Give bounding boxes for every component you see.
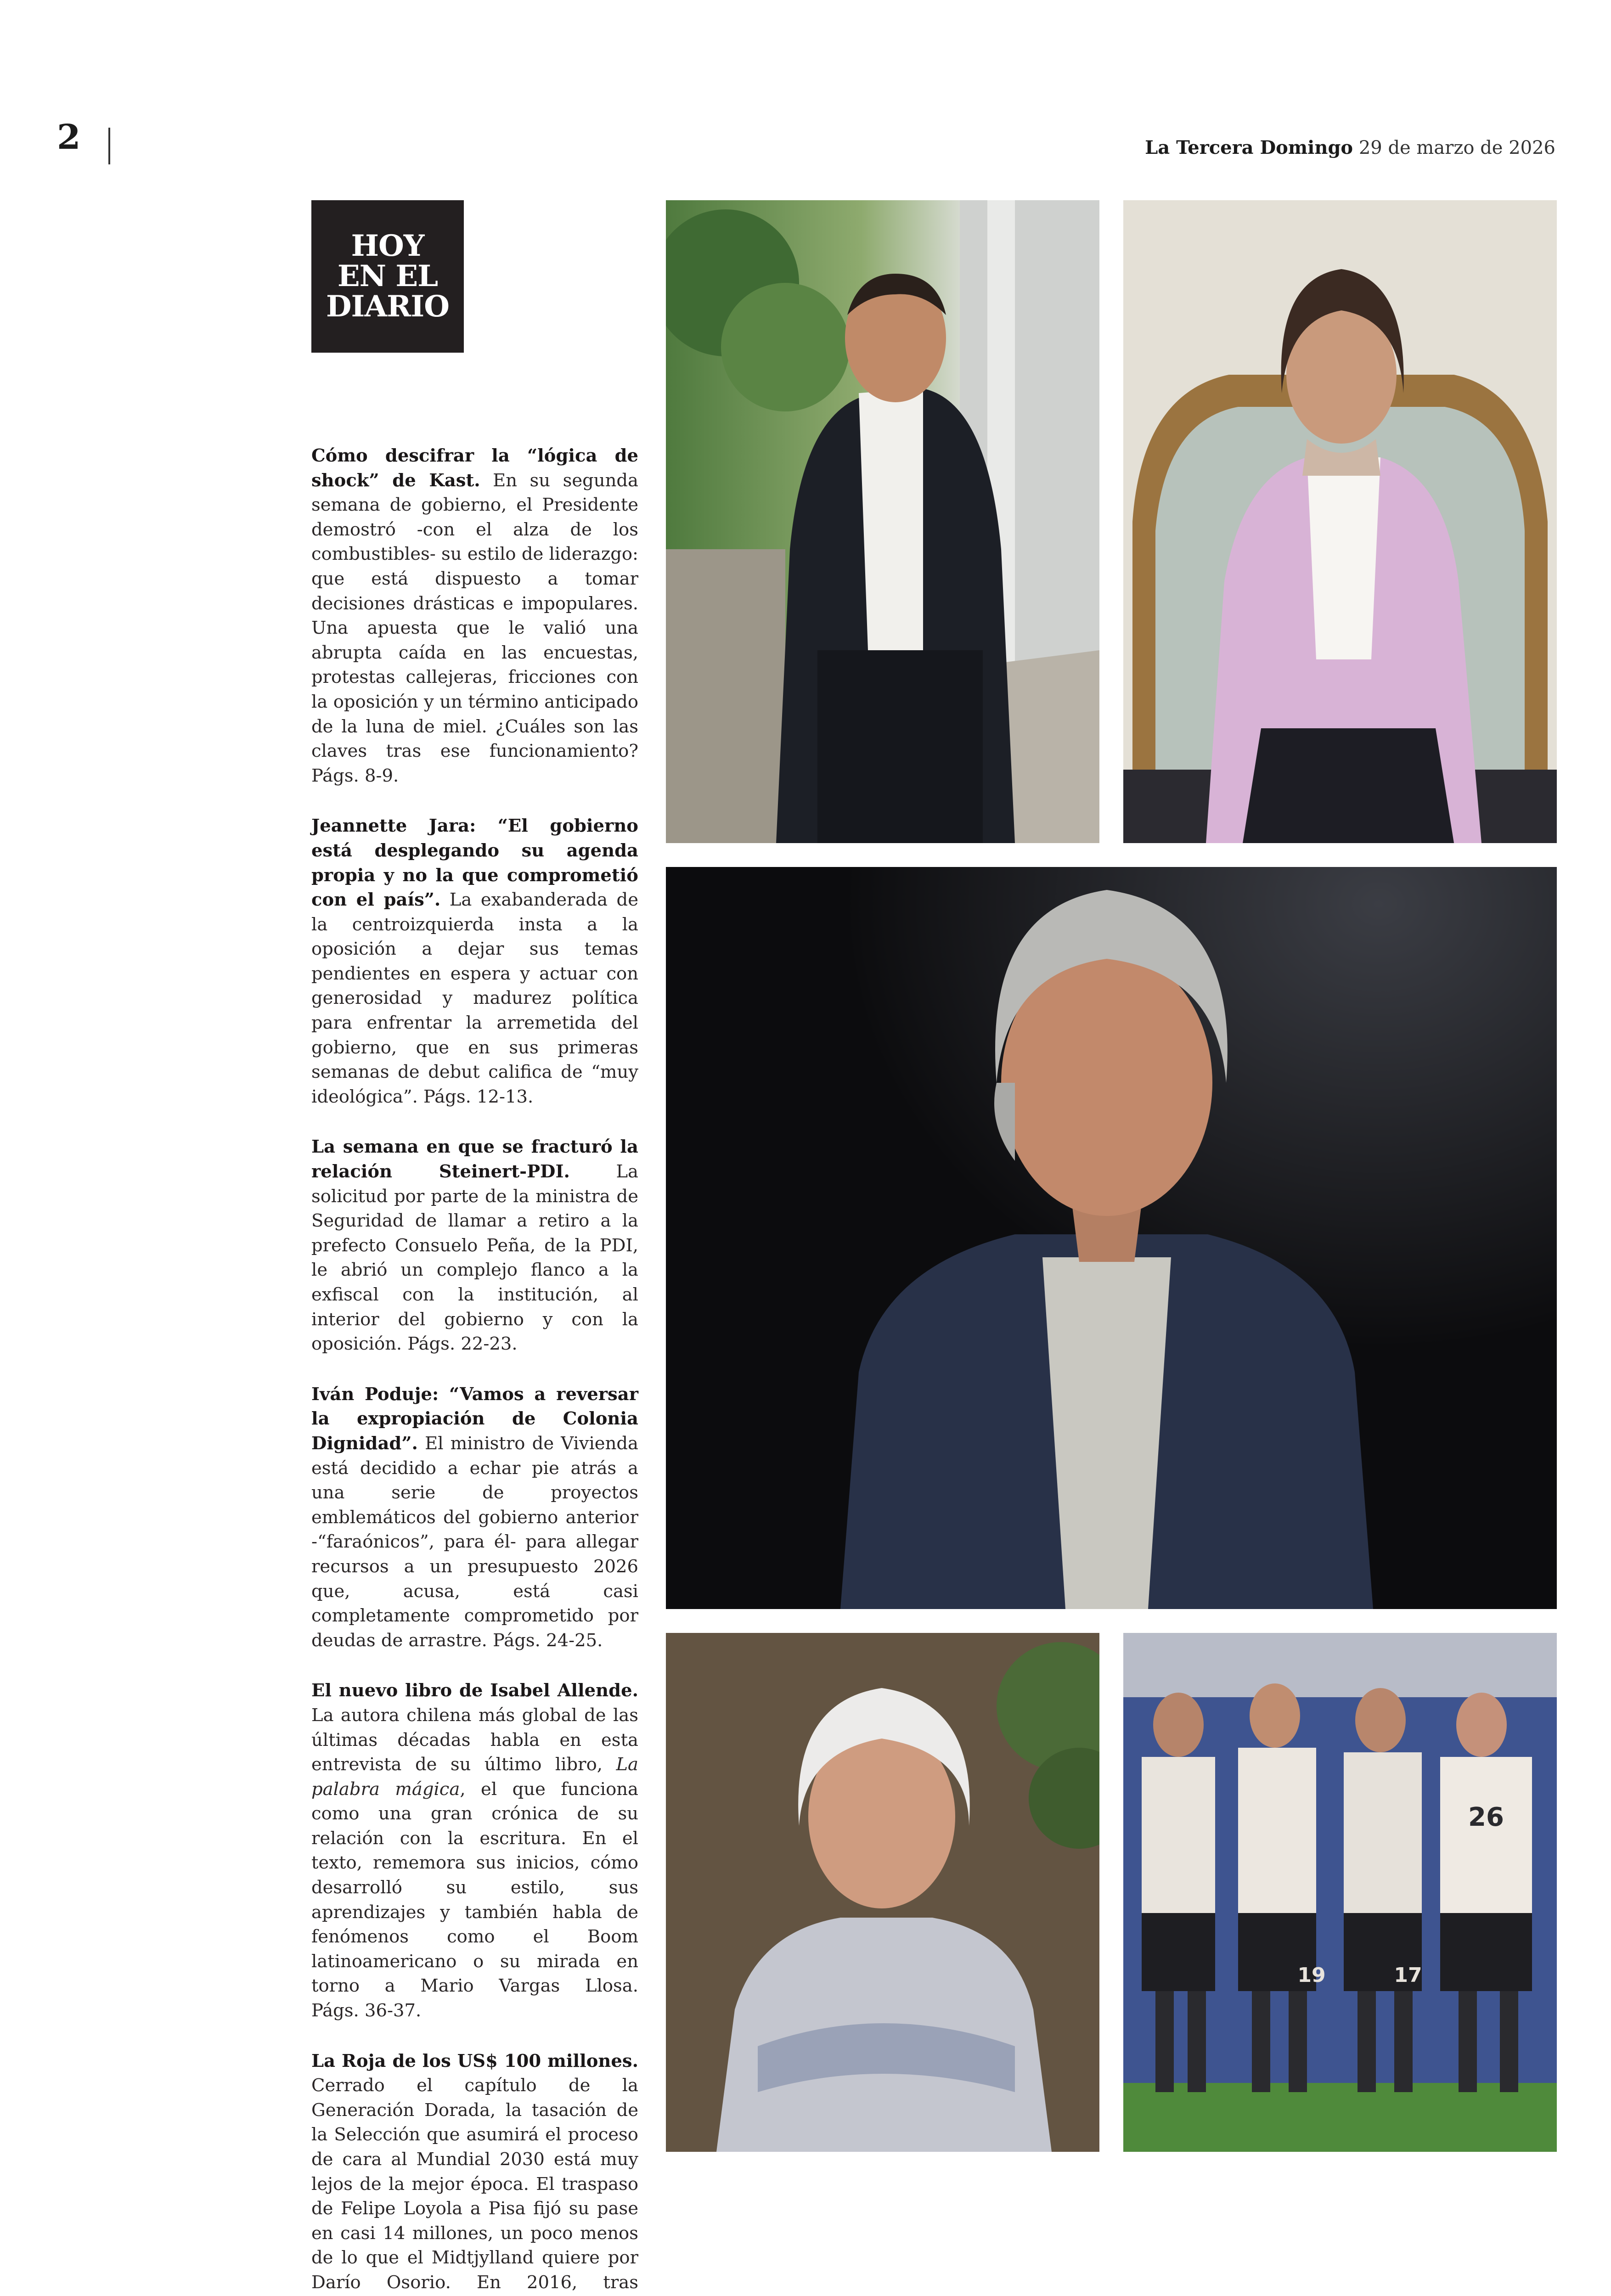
photo-man-dark-suit-illustration	[666, 200, 1099, 843]
page-number-divider	[108, 128, 110, 164]
story-poduje	[311, 1382, 638, 1653]
publication-name: La Tercera Domingo	[1145, 137, 1353, 158]
story-page-ref: Págs. 22-23.	[407, 1334, 518, 1355]
photo-football-illustration	[1123, 1633, 1557, 2152]
jersey-number-17: 17	[1394, 1964, 1422, 1987]
story-steinert-pdi	[311, 1135, 638, 1356]
story-body: Cerrado el capítulo de la Generación Dorada, la tasación de la Selección que asumirá el proceso de cara al Mundial 2030 está muy lejos de la mejor época. El traspaso de Felipe Loyola a Pisa fijó su pase en casi 14 millones, un poco menos de lo que el Midtjylland quiere por Darío Osorio. En 2016, tras	[311, 2075, 638, 2293]
story-headline: El nuevo libro de Isabel Allende.	[311, 1680, 638, 1701]
story-page-ref: Págs. 8-9.	[311, 765, 399, 786]
publication-date: 29 de marzo de 2026	[1358, 137, 1555, 158]
section-label-line-1: HOY	[351, 229, 424, 264]
story-headline: Iván Poduje: “Vamos a reversar la expropiación de Colonia Dignidad”.	[311, 1384, 638, 1454]
photo-portrait-illustration	[666, 867, 1557, 1609]
jersey-number-19: 19	[1297, 1964, 1326, 1987]
photo-writer-portrait	[666, 1633, 1099, 2152]
section-label-line-2: EN EL	[337, 259, 438, 294]
section-label	[326, 231, 449, 322]
book-title: La palabra mágica	[311, 1754, 638, 1800]
photo-writer-illustration	[666, 1633, 1099, 2152]
story-page-ref: Págs. 36-37.	[311, 2000, 422, 2021]
jersey-number-26: 26	[1468, 1802, 1504, 1832]
story-body: La solicitud por parte de la ministra de Seguridad de llamar a retiro a la prefecto Consuelo Peña, de la PDI, le abrió un complejo flanco a la exfiscal con la institución, al interior del gobierno y con la oposición.	[311, 1161, 638, 1355]
story-body: El ministro de Vivienda está decidido a echar pie atrás a una serie de proyectos emblemáticos del gobierno anterior -“faraónicos”, para él- para allegar recursos a un presupuesto 2026 que, acusa, está casi completamente comprometido por deudas de arrastre.	[311, 1433, 638, 1651]
section-label-line-3: DIARIO	[326, 289, 449, 324]
story-headline: Jeannette Jara: “El gobierno está desplegando su agenda propia y no la que comprometió con el país”.	[311, 816, 638, 911]
photo-woman-pink-blazer-illustration	[1123, 200, 1557, 843]
section-label-box	[311, 200, 464, 353]
summary-column	[311, 444, 638, 2296]
story-body: La exabanderada de la centroizquierda insta a la oposición a dejar sus temas pendientes en espera y actuar con generosidad y madurez política para enfrentar la arremetida del gobierno, que en sus primeras semanas de debut califica de “muy ideológica”.	[311, 889, 638, 1107]
page-number: 2	[57, 118, 81, 157]
story-page-ref: Págs. 24-25.	[493, 1630, 603, 1651]
story-page-ref: Págs. 12-13.	[423, 1086, 534, 1107]
photo-man-dark-suit	[666, 200, 1099, 843]
photo-portrait-dark-background	[666, 867, 1557, 1609]
story-body: , el que funciona como una gran crónica de su relación con la escritura. En el texto, rememora sus inicios, cómo desarrolló su estilo, sus aprendizajes y también habla de fenómenos como el Boom latinoamericano o su mirada en torno a Mario Vargas Llosa.	[311, 1778, 639, 1997]
story-allende	[311, 1678, 638, 2023]
story-jara	[311, 814, 638, 1109]
story-body-intro: La autora chilena más global de las últimas décadas habla en esta entrevista de su último libro,	[311, 1705, 638, 1775]
story-body: En su segunda semana de gobierno, el Presidente demostró -con el alza de los combustibles- su estilo de liderazgo: que está dispuesto a tomar decisiones drásticas e impopulares. Una apuesta que le valió una abrupta caída en las encuestas, protestas callejeras, fricciones con la oposición y un término anticipado de la luna de miel. ¿Cuáles son las claves tras ese funcionamiento?	[311, 470, 638, 762]
story-kast	[311, 444, 638, 788]
photo-football-team	[1123, 1633, 1557, 2152]
photo-woman-pink-blazer	[1123, 200, 1557, 843]
story-headline: La Roja de los US$ 100 millones.	[311, 2050, 638, 2071]
story-headline: Cómo descifrar la “lógica de shock” de Kast.	[311, 445, 638, 491]
story-la-roja	[311, 2049, 638, 2296]
story-headline: La semana en que se fracturó la relación Steinert-PDI.	[311, 1137, 638, 1182]
masthead	[1145, 139, 1555, 157]
